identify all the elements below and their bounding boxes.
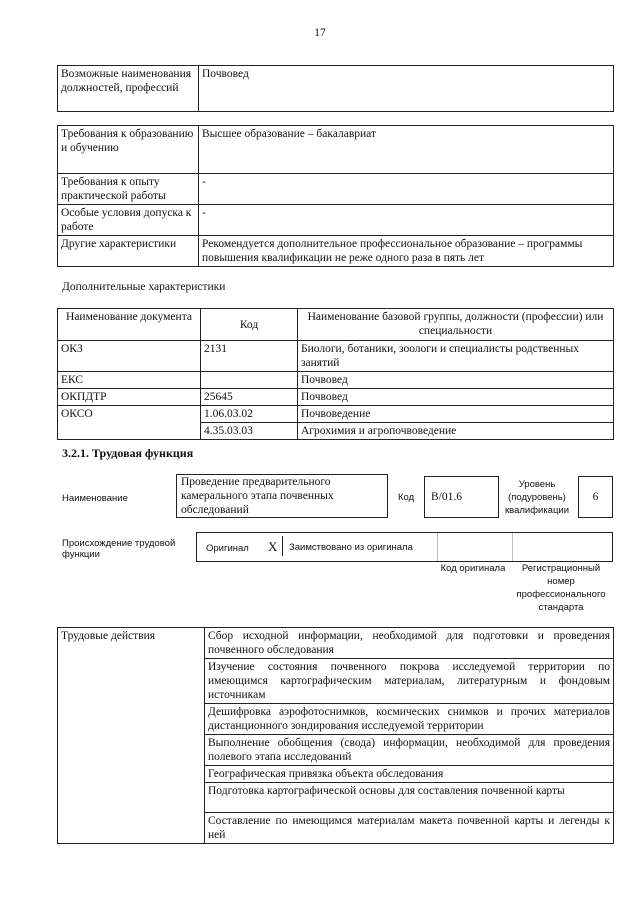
requirement-label: Требования к опыту практической работы xyxy=(58,174,199,205)
labor-action-item: Географическая привязка объекта обследования xyxy=(205,766,614,783)
labor-action-item: Подготовка картографической основы для составления почвенной карты xyxy=(205,783,614,813)
requirement-value: Рекомендуется дополнительное профессиональное образование – программы повышения квалификации не реже одного раза в пять лет xyxy=(199,236,614,267)
requirement-value: - xyxy=(199,205,614,236)
origin-label: Происхождение трудовой функции xyxy=(62,538,176,560)
origin-divider xyxy=(282,536,283,556)
requirement-label: Требования к образованию и обучению xyxy=(58,126,199,174)
requirement-value: Высшее образование – бакалавриат xyxy=(199,126,614,174)
name-cell: Агрохимия и агропочвоведение xyxy=(298,423,614,440)
function-code-box xyxy=(424,476,499,518)
requirement-label: Особые условия допуска к работе xyxy=(58,205,199,236)
function-code-label: Код xyxy=(398,492,415,503)
labor-action-item: Дешифровка аэрофотоснимков, космических снимков и прочих материалов дистанционного зондирования исследуемой территории xyxy=(205,704,614,735)
doc-cell: ОКСО xyxy=(58,406,201,423)
doc-cell: ЕКС xyxy=(58,372,201,389)
name-cell: Биологи, ботаники, зоологи и специалисты родственных занятий xyxy=(298,341,614,372)
function-name-box xyxy=(176,474,388,518)
name-cell: Почвовед xyxy=(298,389,614,406)
positions-label: Возможные наименования должностей, профессий xyxy=(58,66,199,112)
requirements-table xyxy=(57,125,614,267)
origin-box xyxy=(196,532,613,562)
labor-action-item: Сбор исходной информации, необходимой для подготовки и проведения почвенного обследования xyxy=(205,628,614,659)
function-name-label: Наименование xyxy=(62,493,128,504)
qualification-level-box xyxy=(578,476,613,518)
qualification-level-label: Уровень (подуровень) квалификации xyxy=(504,479,570,516)
code-cell: 1.06.03.02 xyxy=(201,406,298,423)
origin-borrowed: Заимствовано из оригинала xyxy=(289,542,413,553)
origin-reg-caption: Регистрационный номер профессионального стандарта xyxy=(516,563,606,613)
header-group-name: Наименование базовой группы, должности (профессии) или специальности xyxy=(298,309,614,341)
additional-table xyxy=(57,308,614,440)
function-name-value: Проведение предварительного камерального этапа почвенных обследований xyxy=(181,476,334,516)
requirement-label: Другие характеристики xyxy=(58,236,199,267)
origin-mark: X xyxy=(268,539,278,554)
labor-action-item: Составление по имеющимся материалам макета почвенной карты и легенды к ней xyxy=(205,813,614,844)
requirement-value: - xyxy=(199,174,614,205)
positions-value: Почвовед xyxy=(199,66,614,112)
positions-table xyxy=(57,65,614,112)
origin-divider xyxy=(437,533,438,561)
code-cell: 4.35.03.03 xyxy=(201,423,298,440)
code-cell: 25645 xyxy=(201,389,298,406)
doc-cell: ОКЗ xyxy=(58,341,201,372)
labor-actions-table xyxy=(57,627,614,844)
origin-divider xyxy=(512,533,513,561)
header-document: Наименование документа xyxy=(58,309,201,341)
code-cell: 2131 xyxy=(201,341,298,372)
name-cell: Почвовед xyxy=(298,372,614,389)
labor-actions-label: Трудовые действия xyxy=(58,628,205,844)
page-number: 17 xyxy=(314,27,326,39)
additional-heading: Дополнительные характеристики xyxy=(62,281,226,293)
origin-original: Оригинал xyxy=(206,543,249,554)
doc-cell xyxy=(58,423,201,440)
labor-action-item: Изучение состояния почвенного покрова исследуемой территории по имеющимся картографическим материалам, литературным и фондовым источникам xyxy=(205,659,614,704)
labor-action-item: Выполнение обобщения (свода) информации, необходимой для проведения полевого этапа исследований xyxy=(205,735,614,766)
name-cell: Почвоведение xyxy=(298,406,614,423)
function-code-value: B/01.6 xyxy=(431,491,462,503)
qualification-level-value: 6 xyxy=(592,491,599,503)
code-cell xyxy=(201,372,298,389)
header-code: Код xyxy=(201,309,298,341)
origin-code-caption: Код оригинала xyxy=(440,563,506,574)
function-heading: 3.2.1. Трудовая функция xyxy=(62,446,194,460)
doc-cell: ОКПДТР xyxy=(58,389,201,406)
